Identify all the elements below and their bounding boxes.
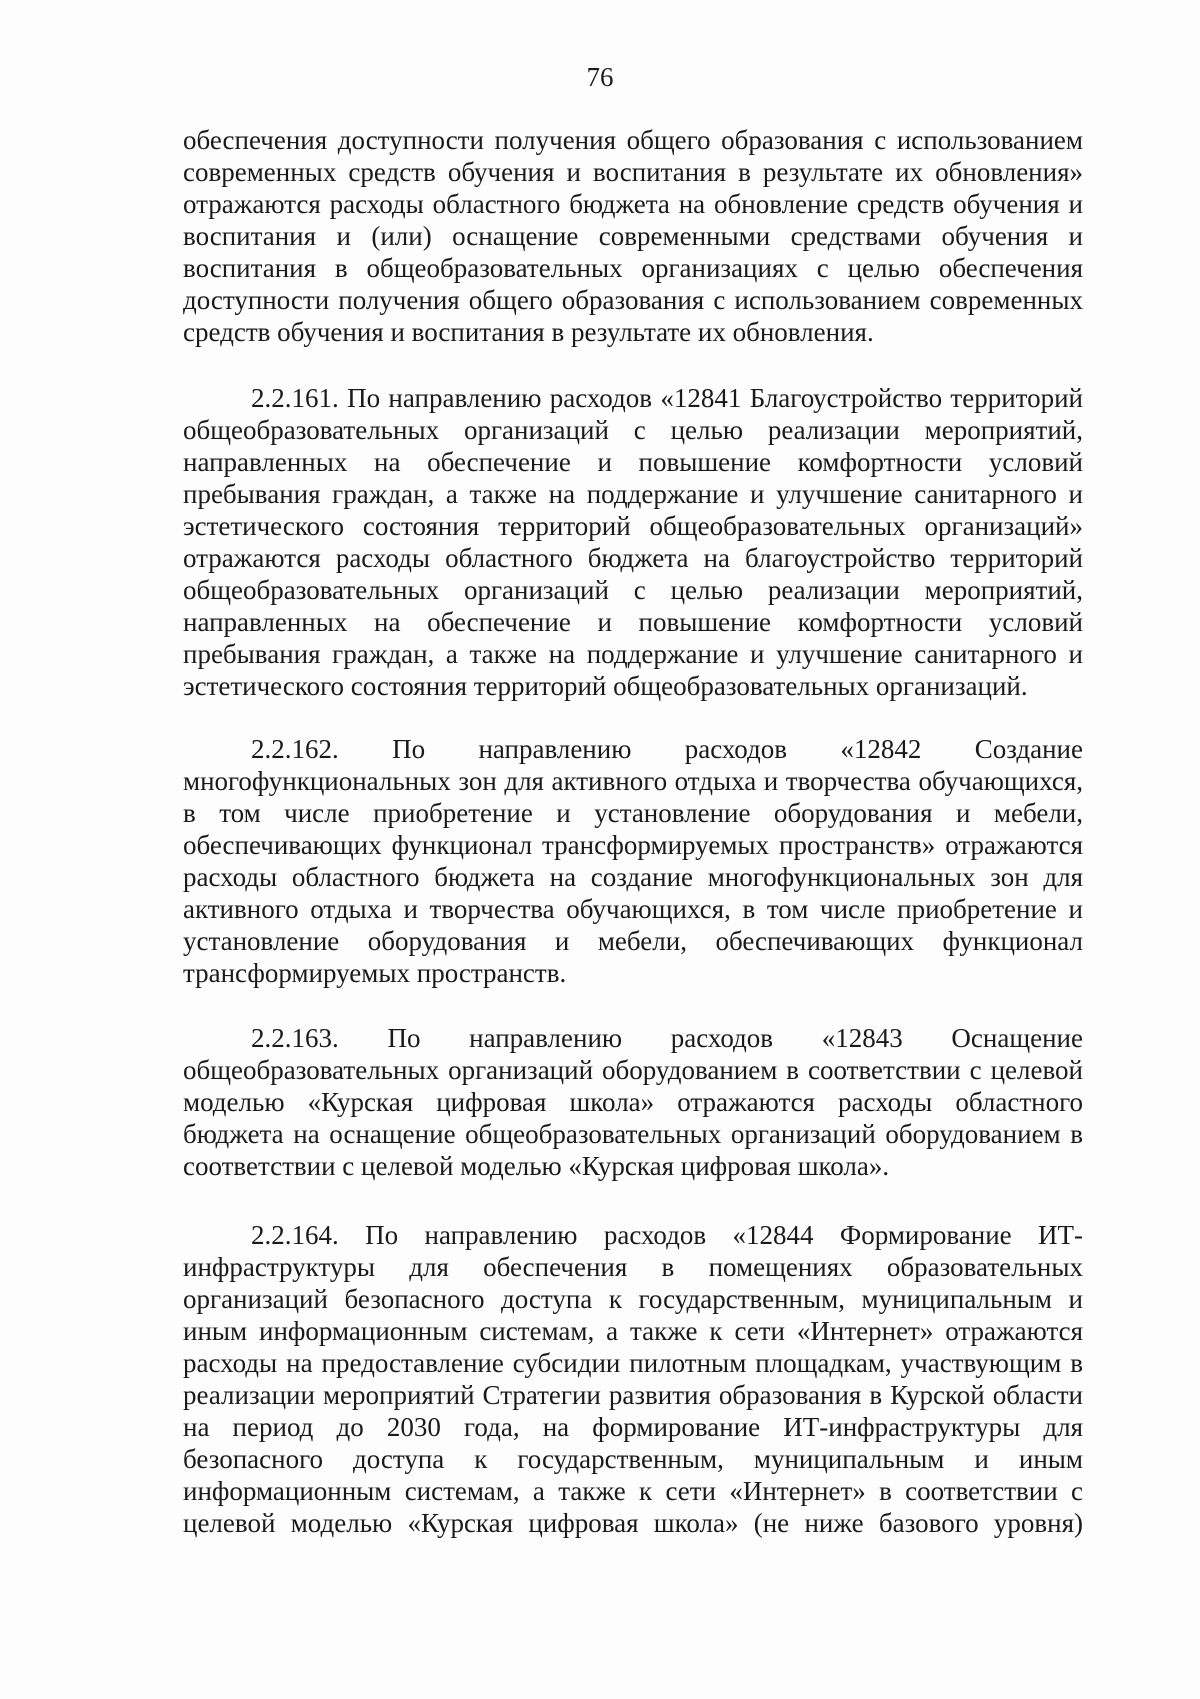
paragraph-2-2-161	[183, 382, 1083, 702]
paragraph-2-2-164	[183, 1219, 1083, 1539]
paragraph-text: 2.2.164. По направлению расходов «12844 Формирование ИТ-инфраструктуры для обеспечения в помещениях образовательных организаций безопасного доступа к государственным, муниципальным и иным информационным системам, а также к сети «Интернет» отражаются расходы на предоставление субсидии пилотным площадкам, участвующим в реализации мероприятий Стратегии развития образования в Курской области на период до 2030 года, на формирование ИТ-инфраструктуры для безопасного доступа к государственным, муниципальным и иным информационным системам, а также к сети «Интернет» в соответствии с целевой моделью «Курская цифровая школа» (не ниже базового уровня)	[183, 1220, 1083, 1538]
paragraph-2-2-162	[183, 733, 1083, 989]
page-number: 76	[586, 62, 614, 92]
paragraph-2-2-163	[183, 1022, 1083, 1182]
paragraph-text: 2.2.163. По направлению расходов «12843 Оснащение общеобразовательных организаций оборудованием в соответствии с целевой моделью «Курская цифровая школа» отражаются расходы областного бюджета на оснащение общеобразовательных организаций оборудованием в соответствии с целевой моделью «Курская цифровая школа».	[183, 1023, 1083, 1181]
paragraph-text: 2.2.161. По направлению расходов «12841 Благоустройство территорий общеобразовательных организаций с целью реализации мероприятий, направленных на обеспечение и повышение комфортности условий пребывания граждан, а также на поддержание и улучшение санитарного и эстетического состояния территорий общеобразовательных организаций» отражаются расходы областного бюджета на благоустройство территорий общеобразовательных организаций с целью реализации мероприятий, направленных на обеспечение и повышение комфортности условий пребывания граждан, а также на поддержание и улучшение санитарного и эстетического состояния территорий общеобразовательных организаций.	[183, 383, 1083, 701]
paragraph-text: обеспечения доступности получения общего образования с использованием современных средств обучения и воспитания в результате их обновления» отражаются расходы областного бюджета на обновление средств обучения и воспитания и (или) оснащение современными средствами обучения и воспитания в общеобразовательных организациях с целью обеспечения доступности получения общего образования с использованием современных средств обучения и воспитания в результате их обновления.	[183, 125, 1083, 347]
paragraph-continuation	[183, 124, 1083, 348]
paragraph-text: 2.2.162. По направлению расходов «12842 Создание многофункциональных зон для активного отдыха и творчества обучающихся, в том числе приобретение и установление оборудования и мебели, обеспечивающих функционал трансформируемых пространств» отражаются расходы областного бюджета на создание многофункциональных зон для активного отдыха и творчества обучающихся, в том числе приобретение и установление оборудования и мебели, обеспечивающих функционал трансформируемых пространств.	[183, 734, 1083, 988]
